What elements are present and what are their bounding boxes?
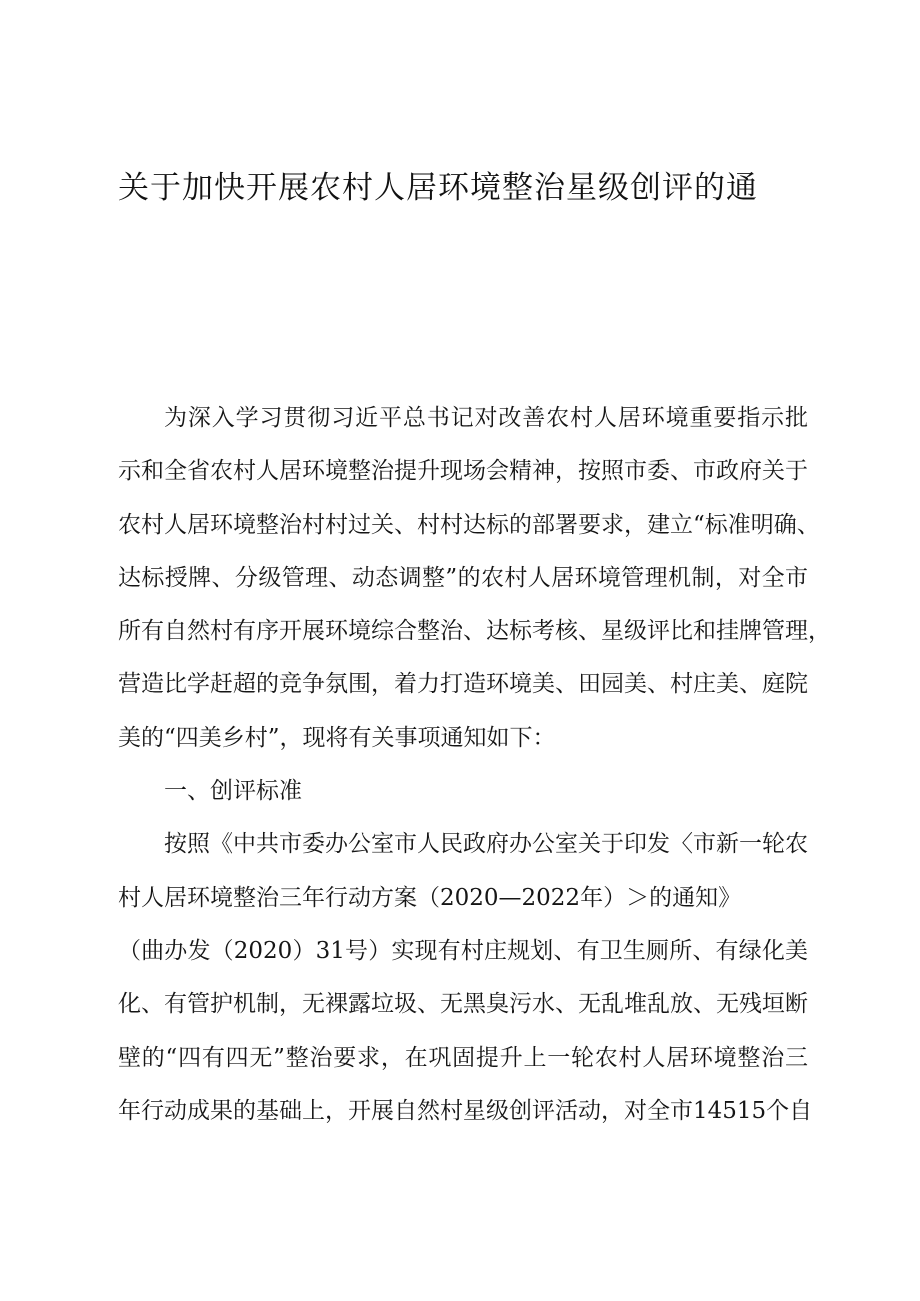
paragraph-line: 按照《中共市委办公室市人民政府办公室关于印发〈市新一轮农 <box>164 831 808 858</box>
paragraph-line: 所有自然村有序开展环境综合整治、达标考核、星级评比和挂牌管理， <box>118 618 831 645</box>
paragraph-line: 化、有管护机制，无裸露垃圾、无黑臭污水、无乱堆乱放、无残垣断 <box>118 991 808 1018</box>
paragraph-line: 为深入学习贯彻习近平总书记对改善农村人居环境重要指示批 <box>164 405 808 431</box>
paragraph-line: 壁的“四有四无”整治要求，在巩固提升上一轮农村人居环境整治三 <box>118 1044 808 1071</box>
paragraph-line: 村人居环境整治三年行动方案（2020—2022年）＞的通知》 <box>118 884 742 911</box>
paragraph-line: （曲办发（2020）31号）实现有村庄规划、有卫生厕所、有绿化美 <box>118 937 808 964</box>
document-body <box>118 398 831 1144</box>
paragraph-line: 示和全省农村人居环境整治提升现场会精神，按照市委、市政府关于 <box>118 458 808 485</box>
paragraph-line: 营造比学赶超的竞争氛围，着力打造环境美、田园美、村庄美、庭院 <box>118 671 808 698</box>
paragraph-line: 美的“四美乡村”，现将有关事项通知如下： <box>118 724 556 751</box>
paragraph-line: 年行动成果的基础上，开展自然村星级创评活动，对全市14515个自 <box>118 1097 813 1124</box>
paragraph-line: 达标授牌、分级管理、动态调整”的农村人居环境管理机制，对全市 <box>118 564 808 591</box>
section-heading: 一、创评标准 <box>164 778 302 805</box>
paragraph-line: 农村人居环境整治村村过关、村村达标的部署要求，建立“标准明确、 <box>118 511 820 538</box>
document-title: 关于加快开展农村人居环境整治星级创评的通 <box>118 170 758 206</box>
